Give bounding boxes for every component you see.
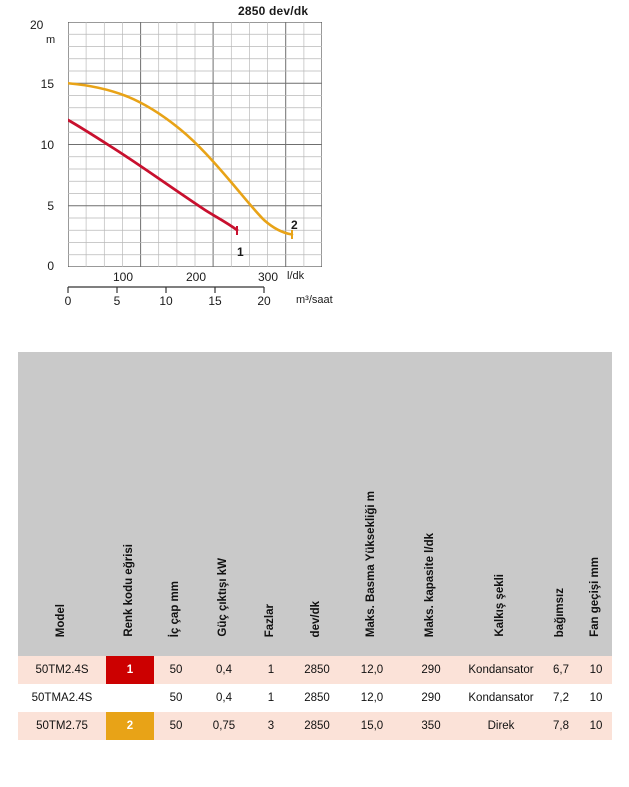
color-swatch bbox=[106, 684, 154, 712]
cell-start-type: Kondansator bbox=[460, 684, 542, 712]
cell-independent: 7,2 bbox=[542, 684, 580, 712]
cell-max-head: 12,0 bbox=[342, 656, 402, 684]
x-axis-secondary-tick-5: 5 bbox=[113, 294, 121, 308]
cell-power-output: 0,4 bbox=[198, 656, 250, 684]
x-axis-primary-unit-label: l/dk bbox=[287, 270, 305, 282]
curve-label-2: 2 bbox=[291, 218, 298, 232]
y-axis-max-tick: 20 bbox=[30, 18, 44, 32]
cell-color-code bbox=[106, 656, 154, 684]
cell-color-code bbox=[106, 712, 154, 740]
x-axis-primary-tick-100: 100 bbox=[112, 270, 134, 284]
cell-fan-passage: 10 bbox=[580, 656, 612, 684]
color-swatch: 1 bbox=[106, 656, 154, 684]
header-independent bbox=[542, 352, 580, 656]
y-axis-tick-5: 5 bbox=[47, 199, 54, 213]
header-phases-label: Fazlar bbox=[264, 603, 277, 637]
header-fan-passage bbox=[580, 352, 612, 656]
header-inner-diameter bbox=[154, 352, 198, 656]
plot-grid-and-curves bbox=[68, 22, 322, 267]
header-phases bbox=[250, 352, 292, 656]
x-axis-secondary-tick-15: 15 bbox=[208, 294, 222, 308]
header-model bbox=[18, 352, 106, 656]
cell-independent: 6,7 bbox=[542, 656, 580, 684]
x-axis-secondary-tick-0: 0 bbox=[64, 294, 72, 308]
x-axis-primary-tick-200: 200 bbox=[185, 270, 207, 284]
header-fan-passage-label: Fan geçişi mm bbox=[589, 557, 602, 637]
header-max-head-label: Maks. Basma Yüksekliği m bbox=[365, 490, 378, 637]
x-axis-secondary-unit-label: m³/saat bbox=[296, 294, 333, 306]
x-axis-primary-tick-300: 300 bbox=[257, 270, 279, 284]
cell-max-capacity: 290 bbox=[402, 684, 460, 712]
cell-max-head: 12,0 bbox=[342, 684, 402, 712]
cell-phases: 3 bbox=[250, 712, 292, 740]
cell-power-output: 0,4 bbox=[198, 684, 250, 712]
pump-performance-chart bbox=[0, 0, 629, 330]
cell-max-head: 15,0 bbox=[342, 712, 402, 740]
cell-rpm: 2850 bbox=[292, 712, 342, 740]
cell-fan-passage: 10 bbox=[580, 712, 612, 740]
cell-model: 50TM2.4S bbox=[18, 656, 106, 684]
cell-model: 50TMA2.4S bbox=[18, 684, 106, 712]
header-power-output-label: Güç çıktışı kW bbox=[217, 558, 230, 637]
cell-model: 50TM2.75 bbox=[18, 712, 106, 740]
y-axis-tick-15: 15 bbox=[40, 77, 54, 91]
x-axis-secondary-tick-10: 10 bbox=[159, 294, 173, 308]
x-axis-secondary-tick-20: 20 bbox=[257, 294, 271, 308]
header-model-label: Model bbox=[55, 603, 68, 637]
table-row bbox=[18, 712, 612, 740]
header-start-type bbox=[460, 352, 542, 656]
table-row bbox=[18, 684, 612, 712]
chart-title: 2850 dev/dk bbox=[238, 4, 309, 18]
header-max-capacity bbox=[402, 352, 460, 656]
header-inner-diameter-label: İç çap mm bbox=[169, 580, 182, 637]
y-axis-tick-0: 0 bbox=[47, 259, 54, 273]
header-color-code bbox=[106, 352, 154, 656]
y-axis-unit-label: m bbox=[46, 34, 56, 46]
cell-max-capacity: 350 bbox=[402, 712, 460, 740]
pump-specifications-table bbox=[18, 352, 612, 740]
curve-label-1: 1 bbox=[237, 245, 244, 259]
color-swatch: 2 bbox=[106, 712, 154, 740]
header-rpm-label: dev/dk bbox=[310, 600, 323, 637]
header-max-head bbox=[342, 352, 402, 656]
header-power-output bbox=[198, 352, 250, 656]
cell-inner-diameter: 50 bbox=[154, 712, 198, 740]
table-row bbox=[18, 656, 612, 684]
table-header-row bbox=[18, 352, 612, 656]
header-rpm bbox=[292, 352, 342, 656]
cell-inner-diameter: 50 bbox=[154, 656, 198, 684]
cell-phases: 1 bbox=[250, 656, 292, 684]
cell-fan-passage: 10 bbox=[580, 684, 612, 712]
header-max-capacity-label: Maks. kapasite l/dk bbox=[424, 532, 437, 637]
cell-start-type: Direk bbox=[460, 712, 542, 740]
cell-independent: 7,8 bbox=[542, 712, 580, 740]
cell-rpm: 2850 bbox=[292, 684, 342, 712]
cell-power-output: 0,75 bbox=[198, 712, 250, 740]
header-start-type-label: Kalkış şekli bbox=[494, 574, 507, 637]
cell-max-capacity: 290 bbox=[402, 656, 460, 684]
y-axis-tick-10: 10 bbox=[40, 138, 54, 152]
cell-color-code bbox=[106, 684, 154, 712]
cell-inner-diameter: 50 bbox=[154, 684, 198, 712]
header-independent-label: bağımsız bbox=[554, 587, 567, 637]
cell-phases: 1 bbox=[250, 684, 292, 712]
cell-start-type: Kondansator bbox=[460, 656, 542, 684]
cell-rpm: 2850 bbox=[292, 656, 342, 684]
header-color-code-label: Renk kodu eğrisi bbox=[123, 544, 136, 637]
